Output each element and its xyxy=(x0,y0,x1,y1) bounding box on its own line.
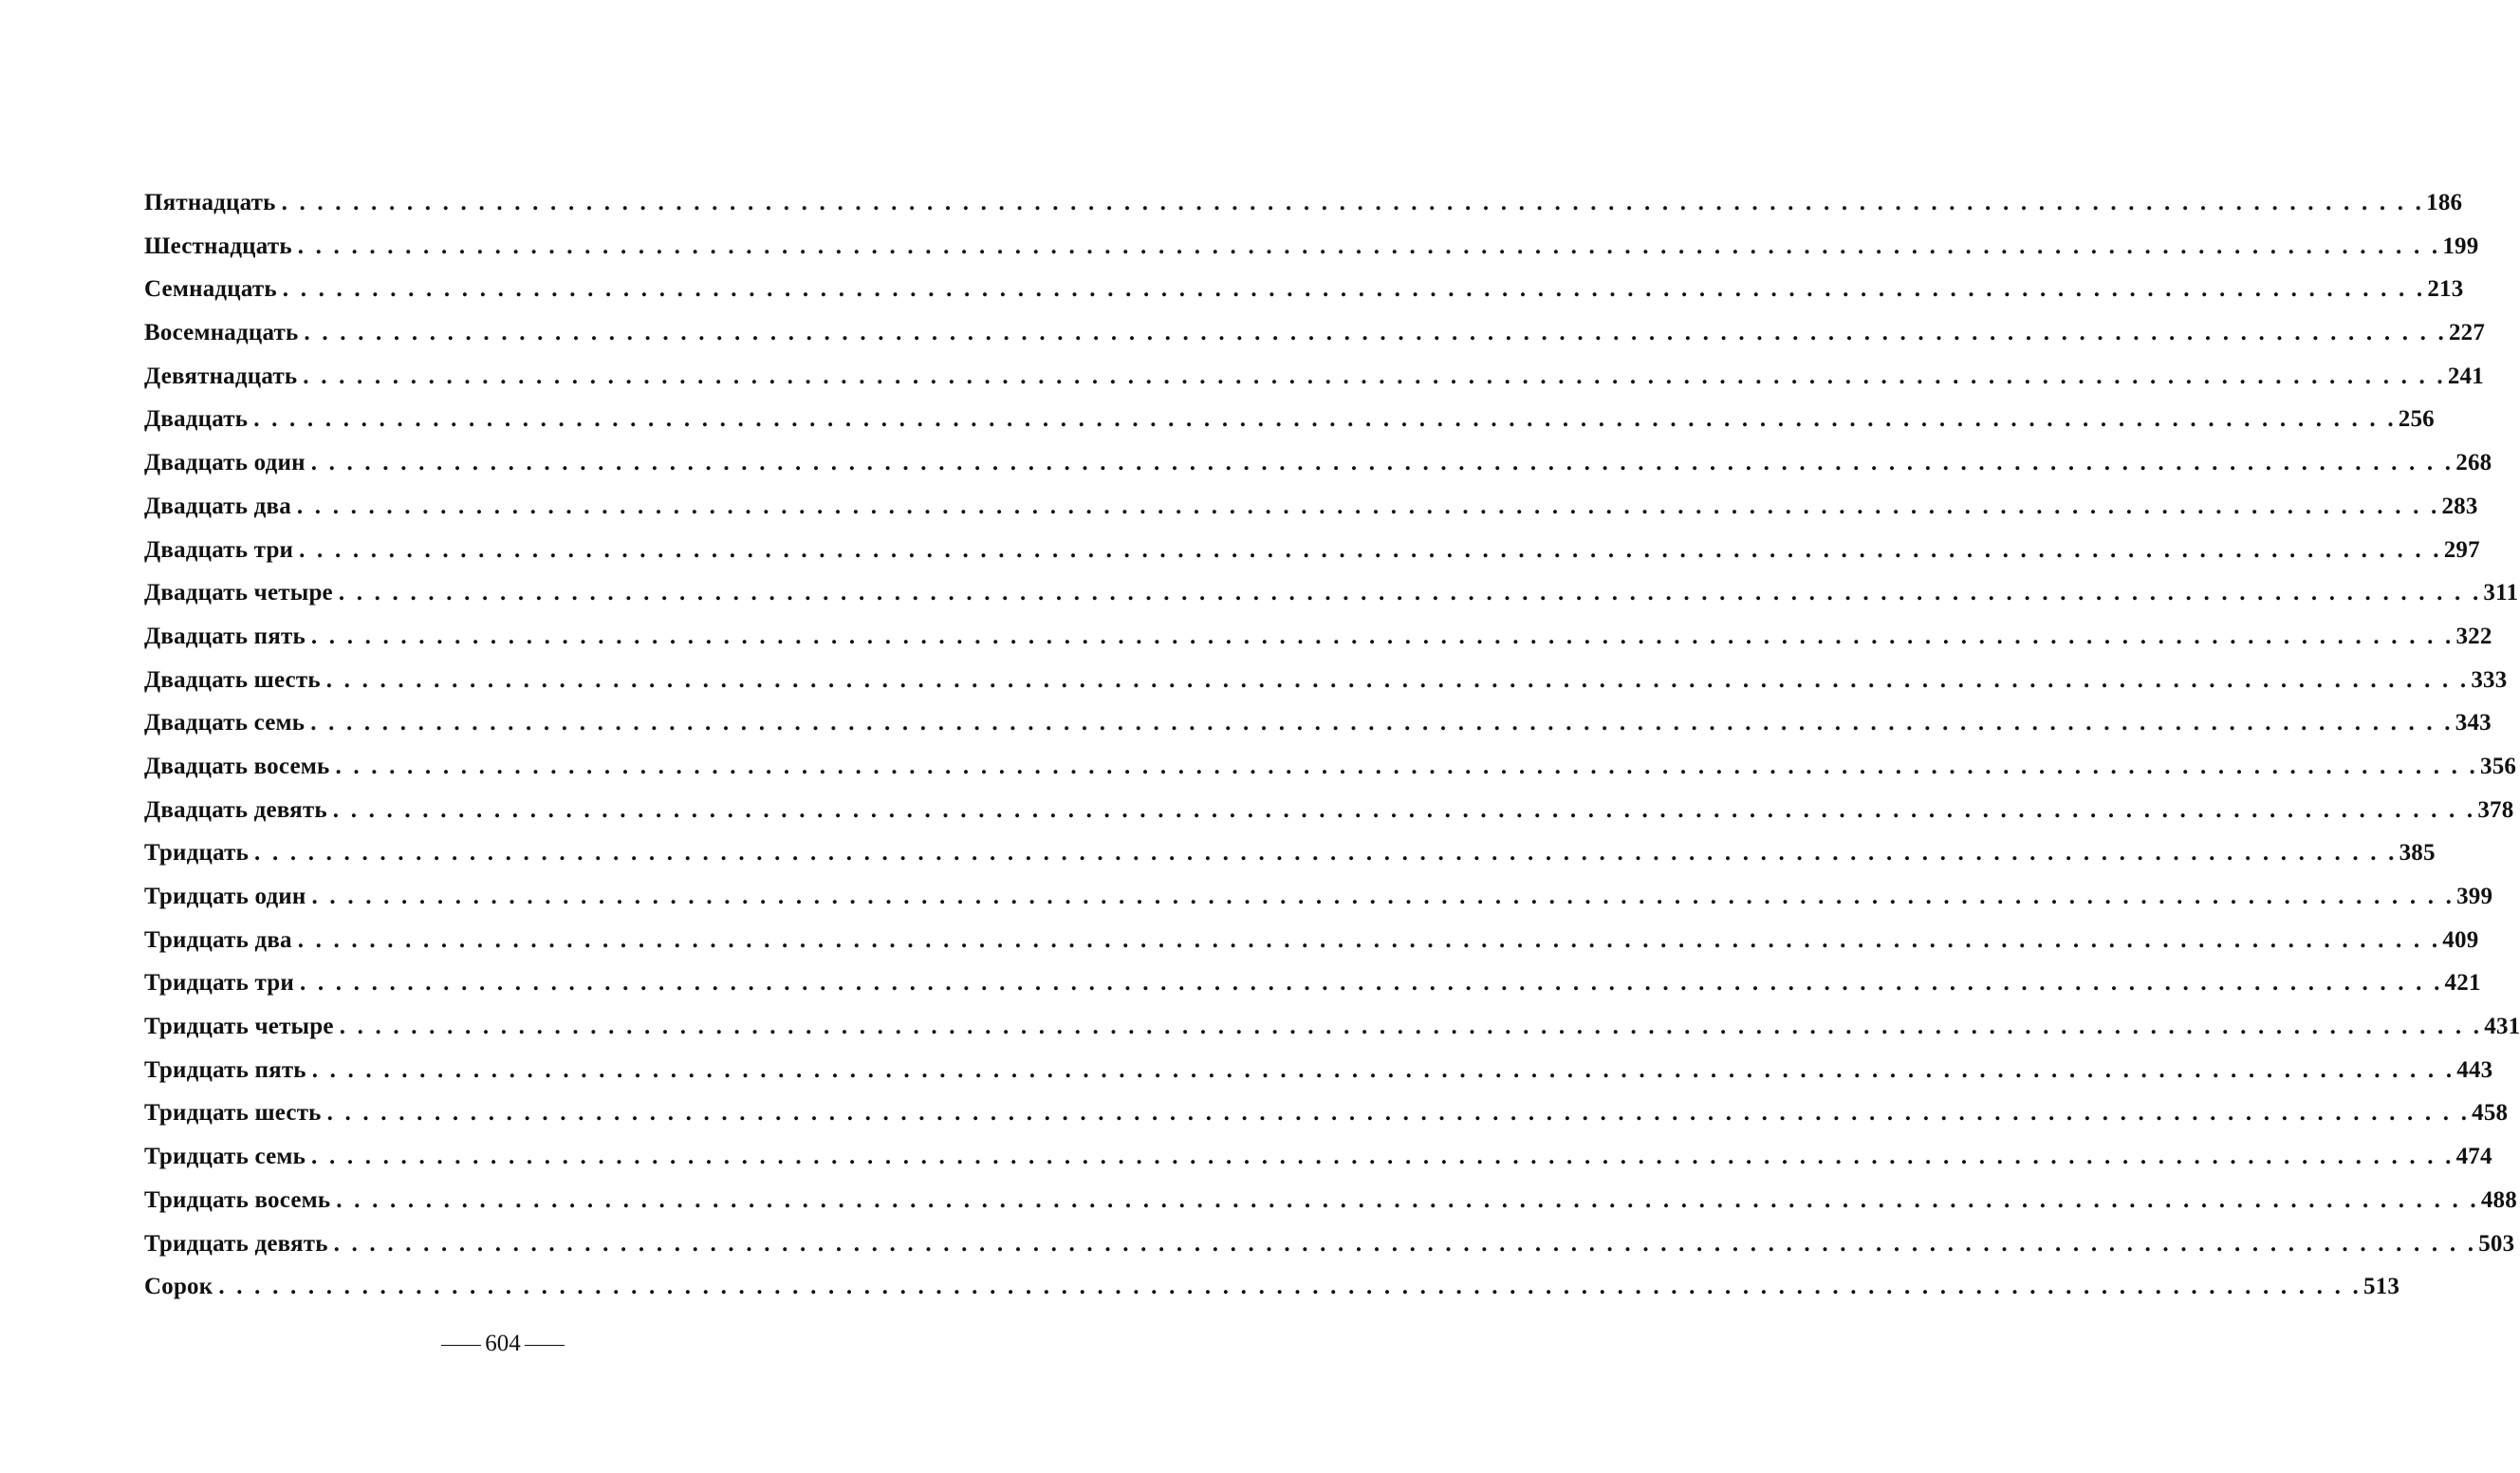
dot-leader: . . . . . . . . . . . . . . . . . . . . . . . . . . . . . . . . . . . . . . . . . . . . . . . . . . . . . . . . . . . . . . . . . . . . . . . . . . . . . . . . . . . . . . . . . . . . . . . . . . . . . . . . . . . . . . . . . . . . . . . . xyxy=(311,1144,2455,1170)
toc-entry[interactable] xyxy=(144,363,2484,407)
toc-entry-title: Двадцать три xyxy=(144,536,294,563)
toc-entry-page: 385 xyxy=(2399,840,2436,867)
dot-leader: . . . . . . . . . . . . . . . . . . . . . . . . . . . . . . . . . . . . . . . . . . . . . . . . . . . . . . . . . . . . . . . . . . . . . . . . . . . . . . . . . . . . . . . . . . . . . . . . . . . . . . . . . . . . . . . . . . . . . . . . xyxy=(297,926,2441,953)
toc-entry-title: Тридцать шесть xyxy=(144,1100,322,1127)
toc-entry-title: Двадцать два xyxy=(144,493,291,519)
toc-entry[interactable] xyxy=(144,623,2492,667)
toc-entry[interactable] xyxy=(144,970,2481,1014)
toc-entry[interactable] xyxy=(144,450,2492,494)
toc-entry[interactable] xyxy=(144,1100,2509,1144)
toc-entry-page: 378 xyxy=(2477,796,2514,823)
toc-entry[interactable] xyxy=(144,926,2479,971)
toc-entry-title: Двадцать xyxy=(144,406,249,433)
toc-entry-title: Тридцать семь xyxy=(144,1144,306,1170)
toc-entry[interactable] xyxy=(144,1274,2400,1317)
toc-entry-title: Двадцать пять xyxy=(144,623,306,649)
toc-entry-page: 421 xyxy=(2444,970,2481,997)
dot-leader: . . . . . . . . . . . . . . . . . . . . . . . . . . . . . . . . . . . . . . . . . . . . . . . . . . . . . . . . . . . . . . . . . . . . . . . . . . . . . . . . . . . . . . . . . . . . . . . . . . . . . . . . . . . . . . . . . . . . . . . . xyxy=(335,753,2478,779)
toc-entry-page: 409 xyxy=(2442,926,2479,953)
dot-leader: . . . . . . . . . . . . . . . . . . . . . . . . . . . . . . . . . . . . . . . . . . . . . . . . . . . . . . . . . . . . . . . . . . . . . . . . . . . . . . . . . . . . . . . . . . . . . . . . . . . . . . . . . . . . . . . . . . . . . . . . xyxy=(311,884,2455,909)
toc-entry[interactable] xyxy=(144,406,2435,450)
dot-leader: . . . . . . . . . . . . . . . . . . . . . . . . . . . . . . . . . . . . . . . . . . . . . . . . . . . . . . . . . . . . . . . . . . . . . . . . . . . . . . . . . . . . . . . . . . . . . . . . . . . . . . . . . . . . . . . . . . . . . . . . xyxy=(299,970,2443,997)
toc-entry[interactable] xyxy=(144,1014,2520,1057)
toc-entry-page: 256 xyxy=(2398,406,2435,433)
toc-entry-page: 311 xyxy=(2483,580,2519,606)
dot-leader: . . . . . . . . . . . . . . . . . . . . . . . . . . . . . . . . . . . . . . . . . . . . . . . . . . . . . . . . . . . . . . . . . . . . . . . . . . . . . . . . . . . . . . . . . . . . . . . . . . . . . . . . . . . . . . . . . . . . . . . . xyxy=(254,840,2398,867)
dot-leader: . . . . . . . . . . . . . . . . . . . . . . . . . . . . . . . . . . . . . . . . . . . . . . . . . . . . . . . . . . . . . . . . . . . . . . . . . . . . . . . . . . . . . . . . . . . . . . . . . . . . . . . . . . . . . . . . . . . . . . . . xyxy=(296,493,2440,519)
toc-entry[interactable] xyxy=(144,493,2478,537)
toc-entry[interactable] xyxy=(144,753,2517,797)
toc-entry-page: 431 xyxy=(2484,1014,2520,1040)
toc-entry[interactable] xyxy=(144,796,2514,841)
toc-entry-title: Тридцать пять xyxy=(144,1056,306,1083)
dot-leader: . . . . . . . . . . . . . . . . . . . . . . . . . . . . . . . . . . . . . . . . . . . . . . . . . . . . . . . . . . . . . . . . . . . . . . . . . . . . . . . . . . . . . . . . . . . . . . . . . . . . . . . . . . . . . . . . . . . . . . . . xyxy=(311,1056,2455,1083)
toc-entry-title: Тридцать четыре xyxy=(144,1014,334,1040)
toc-entry[interactable] xyxy=(144,276,2464,320)
toc-entry-title: Двадцать один xyxy=(144,450,306,476)
toc-entry[interactable] xyxy=(144,1230,2515,1275)
toc-entry-page: 356 xyxy=(2480,753,2517,779)
toc-entry-page: 513 xyxy=(2362,1274,2400,1300)
toc-entry-page: 343 xyxy=(2455,710,2492,736)
toc-entry-title: Тридцать два xyxy=(144,926,292,953)
toc-entry-title: Двадцать четыре xyxy=(144,580,333,606)
toc-entry-title: Тридцать три xyxy=(144,970,294,997)
toc-entry-page: 333 xyxy=(2471,666,2508,693)
toc-entry-title: Тридцать xyxy=(144,840,250,867)
dot-leader: . . . . . . . . . . . . . . . . . . . . . . . . . . . . . . . . . . . . . . . . . . . . . . . . . . . . . . . . . . . . . . . . . . . . . . . . . . . . . . . . . . . . . . . . . . . . . . . . . . . . . . . . . . . . . . . . . . . . . . . . xyxy=(297,233,2441,259)
toc-entry[interactable] xyxy=(144,666,2508,711)
toc-entry-page: 297 xyxy=(2443,536,2480,563)
dot-leader: . . . . . . . . . . . . . . . . . . . . . . . . . . . . . . . . . . . . . . . . . . . . . . . . . . . . . . . . . . . . . . . . . . . . . . . . . . . . . . . . . . . . . . . . . . . . . . . . . . . . . . . . . . . . . . . . . . . . . . . . xyxy=(336,1186,2479,1213)
dash-left xyxy=(441,1345,481,1346)
toc-entry-page: 399 xyxy=(2456,884,2493,909)
dot-leader: . . . . . . . . . . . . . . . . . . . . . . . . . . . . . . . . . . . . . . . . . . . . . . . . . . . . . . . . . . . . . . . . . . . . . . . . . . . . . . . . . . . . . . . . . . . . . . . . . . . . . . . . . . . . . . . . . . . . . . . . xyxy=(333,1230,2477,1257)
toc-entry-title: Двадцать шесть xyxy=(144,666,321,693)
toc-entry-page: 241 xyxy=(2447,363,2484,389)
dot-leader: . . . . . . . . . . . . . . . . . . . . . . . . . . . . . . . . . . . . . . . . . . . . . . . . . . . . . . . . . . . . . . . . . . . . . . . . . . . . . . . . . . . . . . . . . . . . . . . . . . . . . . . . . . . . . . . . . . . . . . . . xyxy=(338,580,2482,606)
toc-entry-title: Восемнадцать xyxy=(144,320,299,346)
toc-entry[interactable] xyxy=(144,580,2519,624)
toc-entry[interactable] xyxy=(144,1186,2517,1231)
page-number-text: 604 xyxy=(485,1331,521,1356)
dot-leader: . . . . . . . . . . . . . . . . . . . . . . . . . . . . . . . . . . . . . . . . . . . . . . . . . . . . . . . . . . . . . . . . . . . . . . . . . . . . . . . . . . . . . . . . . . . . . . . . . . . . . . . . . . . . . . . . . . . . . . . . xyxy=(282,276,2426,303)
dot-leader: . . . . . . . . . . . . . . . . . . . . . . . . . . . . . . . . . . . . . . . . . . . . . . . . . . . . . . . . . . . . . . . . . . . . . . . . . . . . . . . . . . . . . . . . . . . . . . . . . . . . . . . . . . . . . . . . . . . . . . . . xyxy=(339,1014,2483,1040)
dash-right xyxy=(525,1345,565,1346)
toc-entry-page: 474 xyxy=(2455,1144,2492,1170)
toc-entry[interactable] xyxy=(144,1144,2492,1187)
dot-leader: . . . . . . . . . . . . . . . . . . . . . . . . . . . . . . . . . . . . . . . . . . . . . . . . . . . . . . . . . . . . . . . . . . . . . . . . . . . . . . . . . . . . . . . . . . . . . . . . . . . . . . . . . . . . . . . . . . . . . . . . xyxy=(281,190,2425,215)
toc-entry-page: 503 xyxy=(2478,1230,2515,1257)
dot-leader: . . . . . . . . . . . . . . . . . . . . . . . . . . . . . . . . . . . . . . . . . . . . . . . . . . . . . . . . . . . . . . . . . . . . . . . . . . . . . . . . . . . . . . . . . . . . . . . . . . . . . . . . . . . . . . . . . . . . . . . . xyxy=(310,623,2455,649)
toc-entry[interactable] xyxy=(144,320,2486,364)
toc-entry[interactable] xyxy=(144,840,2436,884)
toc-entry[interactable] xyxy=(144,536,2480,581)
toc-entry[interactable] xyxy=(144,1056,2493,1101)
toc-entry-title: Сорок xyxy=(144,1274,213,1300)
toc-entry-page: 268 xyxy=(2455,450,2492,476)
dot-leader: . . . . . . . . . . . . . . . . . . . . . . . . . . . . . . . . . . . . . . . . . . . . . . . . . . . . . . . . . . . . . . . . . . . . . . . . . . . . . . . . . . . . . . . . . . . . . . . . . . . . . . . . . . . . . . . . . . . . . . . . xyxy=(304,320,2447,346)
dot-leader: . . . . . . . . . . . . . . . . . . . . . . . . . . . . . . . . . . . . . . . . . . . . . . . . . . . . . . . . . . . . . . . . . . . . . . . . . . . . . . . . . . . . . . . . . . . . . . . . . . . . . . . . . . . . . . . . . . . . . . . . xyxy=(299,536,2442,563)
dot-leader: . . . . . . . . . . . . . . . . . . . . . . . . . . . . . . . . . . . . . . . . . . . . . . . . . . . . . . . . . . . . . . . . . . . . . . . . . . . . . . . . . . . . . . . . . . . . . . . . . . . . . . . . . . . . . . . . . . . . . . . . xyxy=(325,666,2470,693)
toc-entry-title: Девятнадцать xyxy=(144,363,298,389)
toc-entry-page: 488 xyxy=(2480,1186,2517,1213)
dot-leader: . . . . . . . . . . . . . . . . . . . . . . . . . . . . . . . . . . . . . . . . . . . . . . . . . . . . . . . . . . . . . . . . . . . . . . . . . . . . . . . . . . . . . . . . . . . . . . . . . . . . . . . . . . . . . . . . . . . . . . . . xyxy=(310,450,2455,476)
toc-entry-title: Тридцать девять xyxy=(144,1230,328,1257)
dot-leader: . . . . . . . . . . . . . . . . . . . . . . . . . . . . . . . . . . . . . . . . . . . . . . . . . . . . . . . . . . . . . . . . . . . . . . . . . . . . . . . . . . . . . . . . . . . . . . . . . . . . . . . . . . . . . . . . . . . . . . . . xyxy=(310,710,2454,736)
page-number xyxy=(0,1331,1006,1357)
toc-entry-title: Пятнадцать xyxy=(144,190,276,215)
toc-entry-title: Тридцать восемь xyxy=(144,1186,331,1213)
toc-entry[interactable] xyxy=(144,190,2463,233)
toc-entry-title: Шестнадцать xyxy=(144,233,292,259)
toc-entry-title: Двадцать девять xyxy=(144,796,327,823)
toc-entry-title: Двадцать восемь xyxy=(144,753,330,779)
toc-entry-page: 322 xyxy=(2455,623,2492,649)
dot-leader: . . . . . . . . . . . . . . . . . . . . . . . . . . . . . . . . . . . . . . . . . . . . . . . . . . . . . . . . . . . . . . . . . . . . . . . . . . . . . . . . . . . . . . . . . . . . . . . . . . . . . . . . . . . . . . . . . . . . . . . . xyxy=(332,796,2476,823)
toc-entry-page: 186 xyxy=(2426,190,2463,215)
toc-entry-title: Тридцать один xyxy=(144,884,306,909)
toc-entry[interactable] xyxy=(144,884,2493,927)
toc-entry-page: 227 xyxy=(2448,320,2486,346)
toc-entry-title: Двадцать семь xyxy=(144,710,306,736)
dot-leader: . . . . . . . . . . . . . . . . . . . . . . . . . . . . . . . . . . . . . . . . . . . . . . . . . . . . . . . . . . . . . . . . . . . . . . . . . . . . . . . . . . . . . . . . . . . . . . . . . . . . . . . . . . . . . . . . . . . . . . . . xyxy=(253,406,2397,433)
toc-entry-page: 443 xyxy=(2456,1056,2493,1083)
toc-entry-page: 213 xyxy=(2427,276,2464,303)
toc-entry-page: 199 xyxy=(2442,233,2479,259)
toc-entry-page: 283 xyxy=(2441,493,2478,519)
table-of-contents xyxy=(144,190,2520,1317)
toc-entry-page: 458 xyxy=(2472,1100,2509,1127)
toc-entry[interactable] xyxy=(144,710,2492,754)
dot-leader: . . . . . . . . . . . . . . . . . . . . . . . . . . . . . . . . . . . . . . . . . . . . . . . . . . . . . . . . . . . . . . . . . . . . . . . . . . . . . . . . . . . . . . . . . . . . . . . . . . . . . . . . . . . . . . . . . . . . . . . . xyxy=(218,1274,2362,1300)
toc-entry[interactable] xyxy=(144,233,2479,277)
dot-leader: . . . . . . . . . . . . . . . . . . . . . . . . . . . . . . . . . . . . . . . . . . . . . . . . . . . . . . . . . . . . . . . . . . . . . . . . . . . . . . . . . . . . . . . . . . . . . . . . . . . . . . . . . . . . . . . . . . . . . . . . xyxy=(303,363,2446,389)
toc-entry-title: Семнадцать xyxy=(144,276,277,303)
dot-leader: . . . . . . . . . . . . . . . . . . . . . . . . . . . . . . . . . . . . . . . . . . . . . . . . . . . . . . . . . . . . . . . . . . . . . . . . . . . . . . . . . . . . . . . . . . . . . . . . . . . . . . . . . . . . . . . . . . . . . . . . xyxy=(326,1100,2471,1127)
